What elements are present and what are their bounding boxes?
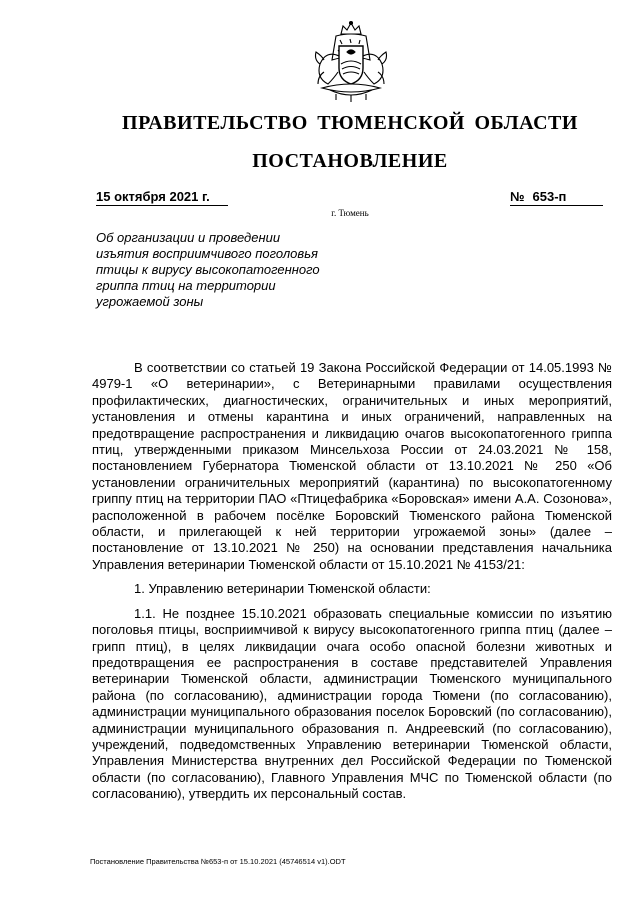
document-body: [92, 360, 612, 811]
preamble-paragraph: В соответствии со статьей 19 Закона Российской Федерации от 14.05.1993 № 4979-1 «О ветеринарии», с Ветеринарными правилами осуществления профилактических, диагностических, ограничительных и иных мероприятий, установления и отмены карантина и иных ограничений, направленных на предотвращение распространения и ликвидацию очагов высокопатогенного гриппа птиц, утвержденными приказом Минсельхоза России от 24.03.2021 № 158, постановлением Губернатора Тюменской области от 13.10.2021 № 250 «Об установлении ограничительных мероприятий (карантина) по высокопатогенному гриппу птиц на территории ПАО «Птицефабрика «Боровская» имени А.А. Созонова», расположенной в рабочем посёлке Боровский Тюменского района Тюменской области, и прилегающей к ней территории угрожаемой зоны» (далее – постановление от 13.10.2021 № 250) на основании представления начальника Управления ветеринарии Тюменской области от 15.10.2021 № 4153/21:: [92, 360, 612, 572]
city: г. Тюмень: [331, 208, 369, 218]
number-value: 653-п: [532, 189, 567, 204]
coat-of-arms-emblem: [306, 20, 396, 104]
document-date: 15 октября 2021 г.: [96, 189, 228, 206]
document-number: [510, 189, 603, 206]
footer-filename: Постановление Правительства №653-п от 15.10.2021 (45746514 v1).ODT: [90, 857, 346, 866]
number-sign: №: [510, 189, 525, 204]
clause-1: 1. Управлению ветеринарии Тюменской области:: [134, 581, 431, 597]
document-subject: Об организации и проведении изъятия восприимчивого поголовья птицы к вирусу высокопатогенного гриппа птиц на территории угрожаемой зоны: [96, 230, 320, 309]
clause-1-1: 1.1. Не позднее 15.10.2021 образовать специальные комиссии по изъятию поголовья птицы, восприимчивой к вирусу высокопатогенного гриппа птиц (далее – грипп птиц), в целях ликвидации очага особо опасной болезни животных и предотвращения ее распространения в составе представителей Управления ветеринарии Тюменской области, администрации Тюменского муниципального района (по согласованию), администрации города Тюмени (по согласованию), администрации муниципального образования поселок Боровский (по согласованию), администрации муниципального образования п. Андреевский (по согласованию), учреждений, подведомственных Управлению ветеринарии Тюменской области, Управления Министерства внутренних дел Российской Федерации по Тюменской области (по согласованию), Главного Управления МЧС по Тюменской области (по согласованию), утвердить их персональный состав.: [92, 605, 612, 802]
government-title: ПРАВИТЕЛЬСТВО ТЮМЕНСКОЙ ОБЛАСТИ: [122, 112, 578, 134]
document-type: ПОСТАНОВЛЕНИЕ: [252, 150, 448, 172]
